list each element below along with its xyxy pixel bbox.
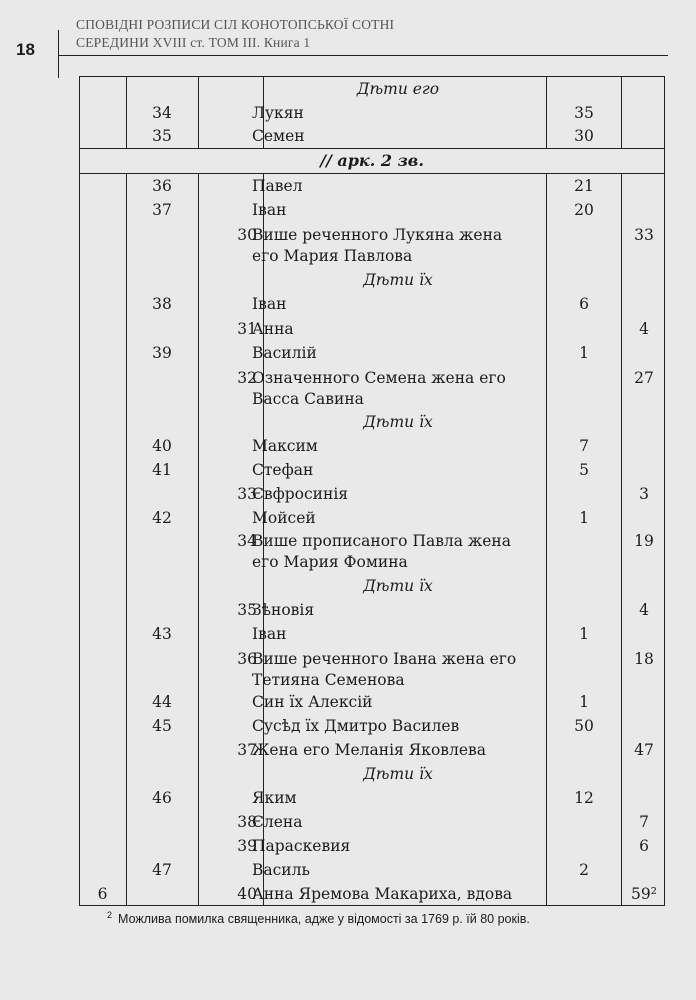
table-row [80, 458, 664, 482]
person-name: Євфросинія [252, 485, 349, 503]
table-row [80, 834, 664, 858]
male-age: 50 [574, 717, 594, 735]
male-number: 44 [152, 693, 172, 711]
archive-sheet-label: // арк. 2 зв. [320, 151, 424, 170]
female-number: 30 [237, 226, 257, 244]
row-heading: Дѣти їх [363, 765, 433, 783]
male-age: 35 [574, 104, 594, 122]
table-row [80, 101, 664, 125]
archive-sheet-row [80, 148, 664, 174]
female-age: 27 [634, 369, 654, 387]
person-name: Яким [252, 789, 297, 807]
person-name: Више прописаного Павла жена [252, 532, 511, 550]
male-number: 46 [152, 789, 172, 807]
male-age: 30 [574, 127, 594, 145]
female-age: 19 [634, 532, 654, 550]
female-number: 39 [237, 837, 257, 855]
person-name: его Мария Фомина [252, 553, 408, 571]
person-name: Єлена [252, 813, 303, 831]
female-age: 4 [639, 320, 649, 338]
running-header [76, 16, 394, 52]
male-age: 12 [574, 789, 594, 807]
person-name: Стефан [252, 461, 314, 479]
person-name: Тетияна Семенова [252, 671, 405, 689]
male-age: 6 [579, 295, 589, 313]
person-name: Параскевия [252, 837, 351, 855]
female-age: 18 [634, 650, 654, 668]
person-name: Сусѣд їх Дмитро Василев [252, 717, 460, 735]
male-number: 41 [152, 461, 172, 479]
person-name: Жена его Меланія Яковлева [252, 741, 487, 759]
person-name: Васса Савина [252, 390, 364, 408]
header-line-2: СЕРЕДИНИ XVIII ст. ТОМ III. Книга 1 [76, 35, 311, 50]
male-age: 20 [574, 201, 594, 219]
header-rule [58, 55, 668, 56]
male-age: 21 [574, 177, 594, 195]
table-row [80, 668, 664, 692]
footnote-text: Можлива помилка священника, адже у відомості за 1769 р. їй 80 років. [118, 912, 530, 927]
male-age: 2 [579, 861, 589, 879]
row-heading: Дѣти їх [363, 577, 433, 595]
person-name: Іван [252, 201, 287, 219]
table-row [80, 598, 664, 622]
female-number: 31 [237, 320, 257, 338]
male-age: 5 [579, 461, 589, 479]
table-row [80, 858, 664, 882]
female-number: 38 [237, 813, 257, 831]
row-heading: Дѣти їх [363, 271, 433, 289]
male-age: 1 [579, 344, 589, 362]
person-name: Син їх Алексій [252, 693, 373, 711]
table-row [80, 124, 664, 148]
male-number: 35 [152, 127, 172, 145]
header-line-1: СПОВІДНІ РОЗПИСИ СІЛ КОНОТОПСЬКОЇ СОТНІ [76, 17, 395, 32]
person-name: Павел [252, 177, 303, 195]
male-age: 7 [579, 437, 589, 455]
person-name: Василь [252, 861, 310, 879]
household-number: 6 [97, 885, 108, 903]
table-row [80, 882, 664, 906]
female-number: 37 [237, 741, 257, 759]
person-name: его Мария Павлова [252, 247, 413, 265]
female-number: 34 [237, 532, 257, 550]
person-name: Анна [252, 320, 294, 338]
table-row [80, 810, 664, 834]
table-row [80, 317, 664, 341]
person-name: Лукян [252, 104, 304, 122]
male-number: 38 [152, 295, 172, 313]
table-row [80, 506, 664, 530]
table-row [80, 434, 664, 458]
person-name: Василій [252, 344, 317, 362]
children-heading-row [80, 410, 664, 434]
header-vertical-rule [58, 30, 59, 78]
person-name: Мойсей [252, 509, 316, 527]
footnote [107, 910, 530, 926]
census-table [79, 76, 665, 906]
male-number: 40 [152, 437, 172, 455]
female-age: 6 [639, 837, 649, 855]
table-row [80, 482, 664, 506]
table-row [80, 714, 664, 738]
table-row [80, 550, 664, 574]
person-name: Означенного Семена жена его [252, 369, 506, 387]
male-number: 47 [152, 861, 172, 879]
female-age: 47 [634, 741, 654, 759]
table-row [80, 244, 664, 268]
children-heading-row [80, 77, 664, 101]
female-age: 7 [639, 813, 649, 831]
male-age: 1 [579, 625, 589, 643]
children-heading-row [80, 574, 664, 598]
person-name: Іван [252, 295, 287, 313]
female-age: 59² [631, 885, 657, 903]
female-number: 40 [237, 885, 257, 903]
page-number: 18 [16, 40, 35, 59]
male-age: 1 [579, 509, 589, 527]
table-row [80, 174, 664, 198]
table-row [80, 387, 664, 411]
male-age: 1 [579, 693, 589, 711]
table-row [80, 690, 664, 714]
person-name: Максим [252, 437, 318, 455]
person-name: Више реченного Івана жена его [252, 650, 517, 668]
table-row [80, 292, 664, 316]
person-name: Іван [252, 625, 287, 643]
table-row [80, 198, 664, 222]
male-number: 42 [152, 509, 172, 527]
male-number: 39 [152, 344, 172, 362]
person-name: Зѣновія [252, 601, 315, 619]
female-age: 33 [634, 226, 654, 244]
children-heading-row [80, 268, 664, 292]
row-heading: Дѣти его [356, 80, 440, 98]
female-age: 3 [639, 485, 649, 503]
table-row [80, 341, 664, 365]
row-heading: Дѣти їх [363, 413, 433, 431]
person-name: Анна Яремова Макариха, вдова [252, 885, 513, 903]
male-number: 36 [152, 177, 172, 195]
female-number: 33 [237, 485, 257, 503]
table-row [80, 786, 664, 810]
person-name: Више реченного Лукяна жена [252, 226, 503, 244]
male-number: 34 [152, 104, 172, 122]
male-number: 37 [152, 201, 172, 219]
female-age: 4 [639, 601, 649, 619]
female-number: 35 [237, 601, 257, 619]
male-number: 43 [152, 625, 172, 643]
male-number: 45 [152, 717, 172, 735]
footnote-mark: 2 [107, 910, 113, 920]
person-name: Семен [252, 127, 305, 145]
female-number: 36 [237, 650, 257, 668]
table-row [80, 622, 664, 646]
table-row [80, 738, 664, 762]
female-number: 32 [237, 369, 257, 387]
children-heading-row [80, 762, 664, 786]
